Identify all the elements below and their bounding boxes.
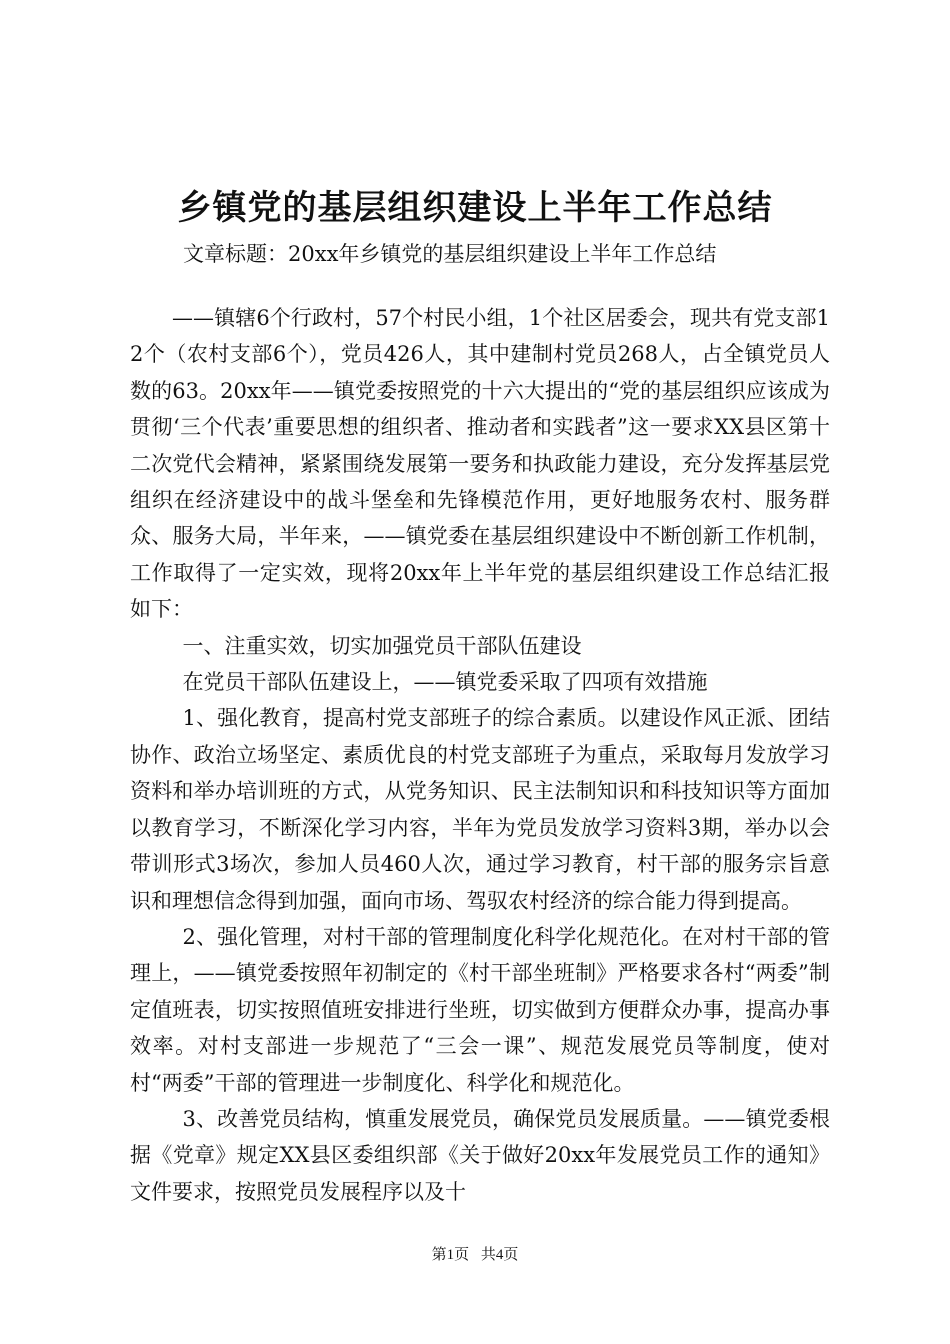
paragraph-item-2: 2、强化管理，对村干部的管理制度化科学化规范化。在对村干部的管理上，——镇党委按照年初制定的《村干部坐班制》严格要求各村“两委”制定值班表，切实按照值班安排进行坐班，切实做到方便群众办事，提高办事效率。对村支部进一步规范了“三会一课”、规范发展党员等制度，使对村“两委”干部的管理进一步制度化、科学化和规范化。 <box>130 924 830 1095</box>
page-total: 共4页 <box>480 1247 519 1263</box>
paragraph-intro: ——镇辖6个行政村，57个村民小组，1个社区居委会，现共有党支部12个（农村支部6个），党员426人，其中建制村党员268人，占全镇党员人数的63。20xx年——镇党委按照党的十六大提出的“党的基层组织应该成为贯彻‘三个代表’重要思想的组织者、推动者和实践者”这一要求XX县区第十二次党代会精神，紧紧围绕发展第一要务和执政能力建设，充分发挥基层党组织在经济建设中的战斗堡垒和先锋模范作用，更好地服务农村、服务群众、服务大局，半年来，——镇党委在基层组织建设中不断创新工作机制，工作取得了一定实效，现将20xx年上半年党的基层组织建设工作总结汇报如下： <box>130 306 830 622</box>
paragraph-item-3: 3、改善党员结构，慎重发展党员，确保党员发展质量。——镇党委根据《党章》规定XX县区委组织部《关于做好20xx年发展党员工作的通知》文件要求，按照党员发展程序以及十 <box>130 1106 830 1204</box>
paragraph-item-1: 1、强化教育，提高村党支部班子的综合素质。以建设作风正派、团结协作、政治立场坚定、素质优良的村党支部班子为重点，采取每月发放学习资料和举办培训班的方式，从党务知识、民主法制知识和科技知识等方面加以教育学习，不断深化学习内容，半年为党员发放学习资料3期，举办以会带训形式3场次，参加人员460人次，通过学习教育，村干部的服务宗旨意识和理想信念得到加强，面向市场、驾驭农村经济的综合能力得到提高。 <box>130 706 830 913</box>
section-heading: 一、注重实效，切实加强党员干部队伍建设 <box>182 633 582 658</box>
document-body <box>130 300 830 1210</box>
paragraph-measures: 在党员干部队伍建设上，——镇党委采取了四项有效措施 <box>182 670 708 695</box>
document-title: 乡镇党的基层组织建设上半年工作总结 <box>177 188 773 228</box>
article-subtitle: 文章标题：20xx年乡镇党的基层组织建设上半年工作总结 <box>183 242 717 266</box>
page-footer <box>0 1245 950 1265</box>
page-number: 第1页 <box>431 1247 470 1263</box>
